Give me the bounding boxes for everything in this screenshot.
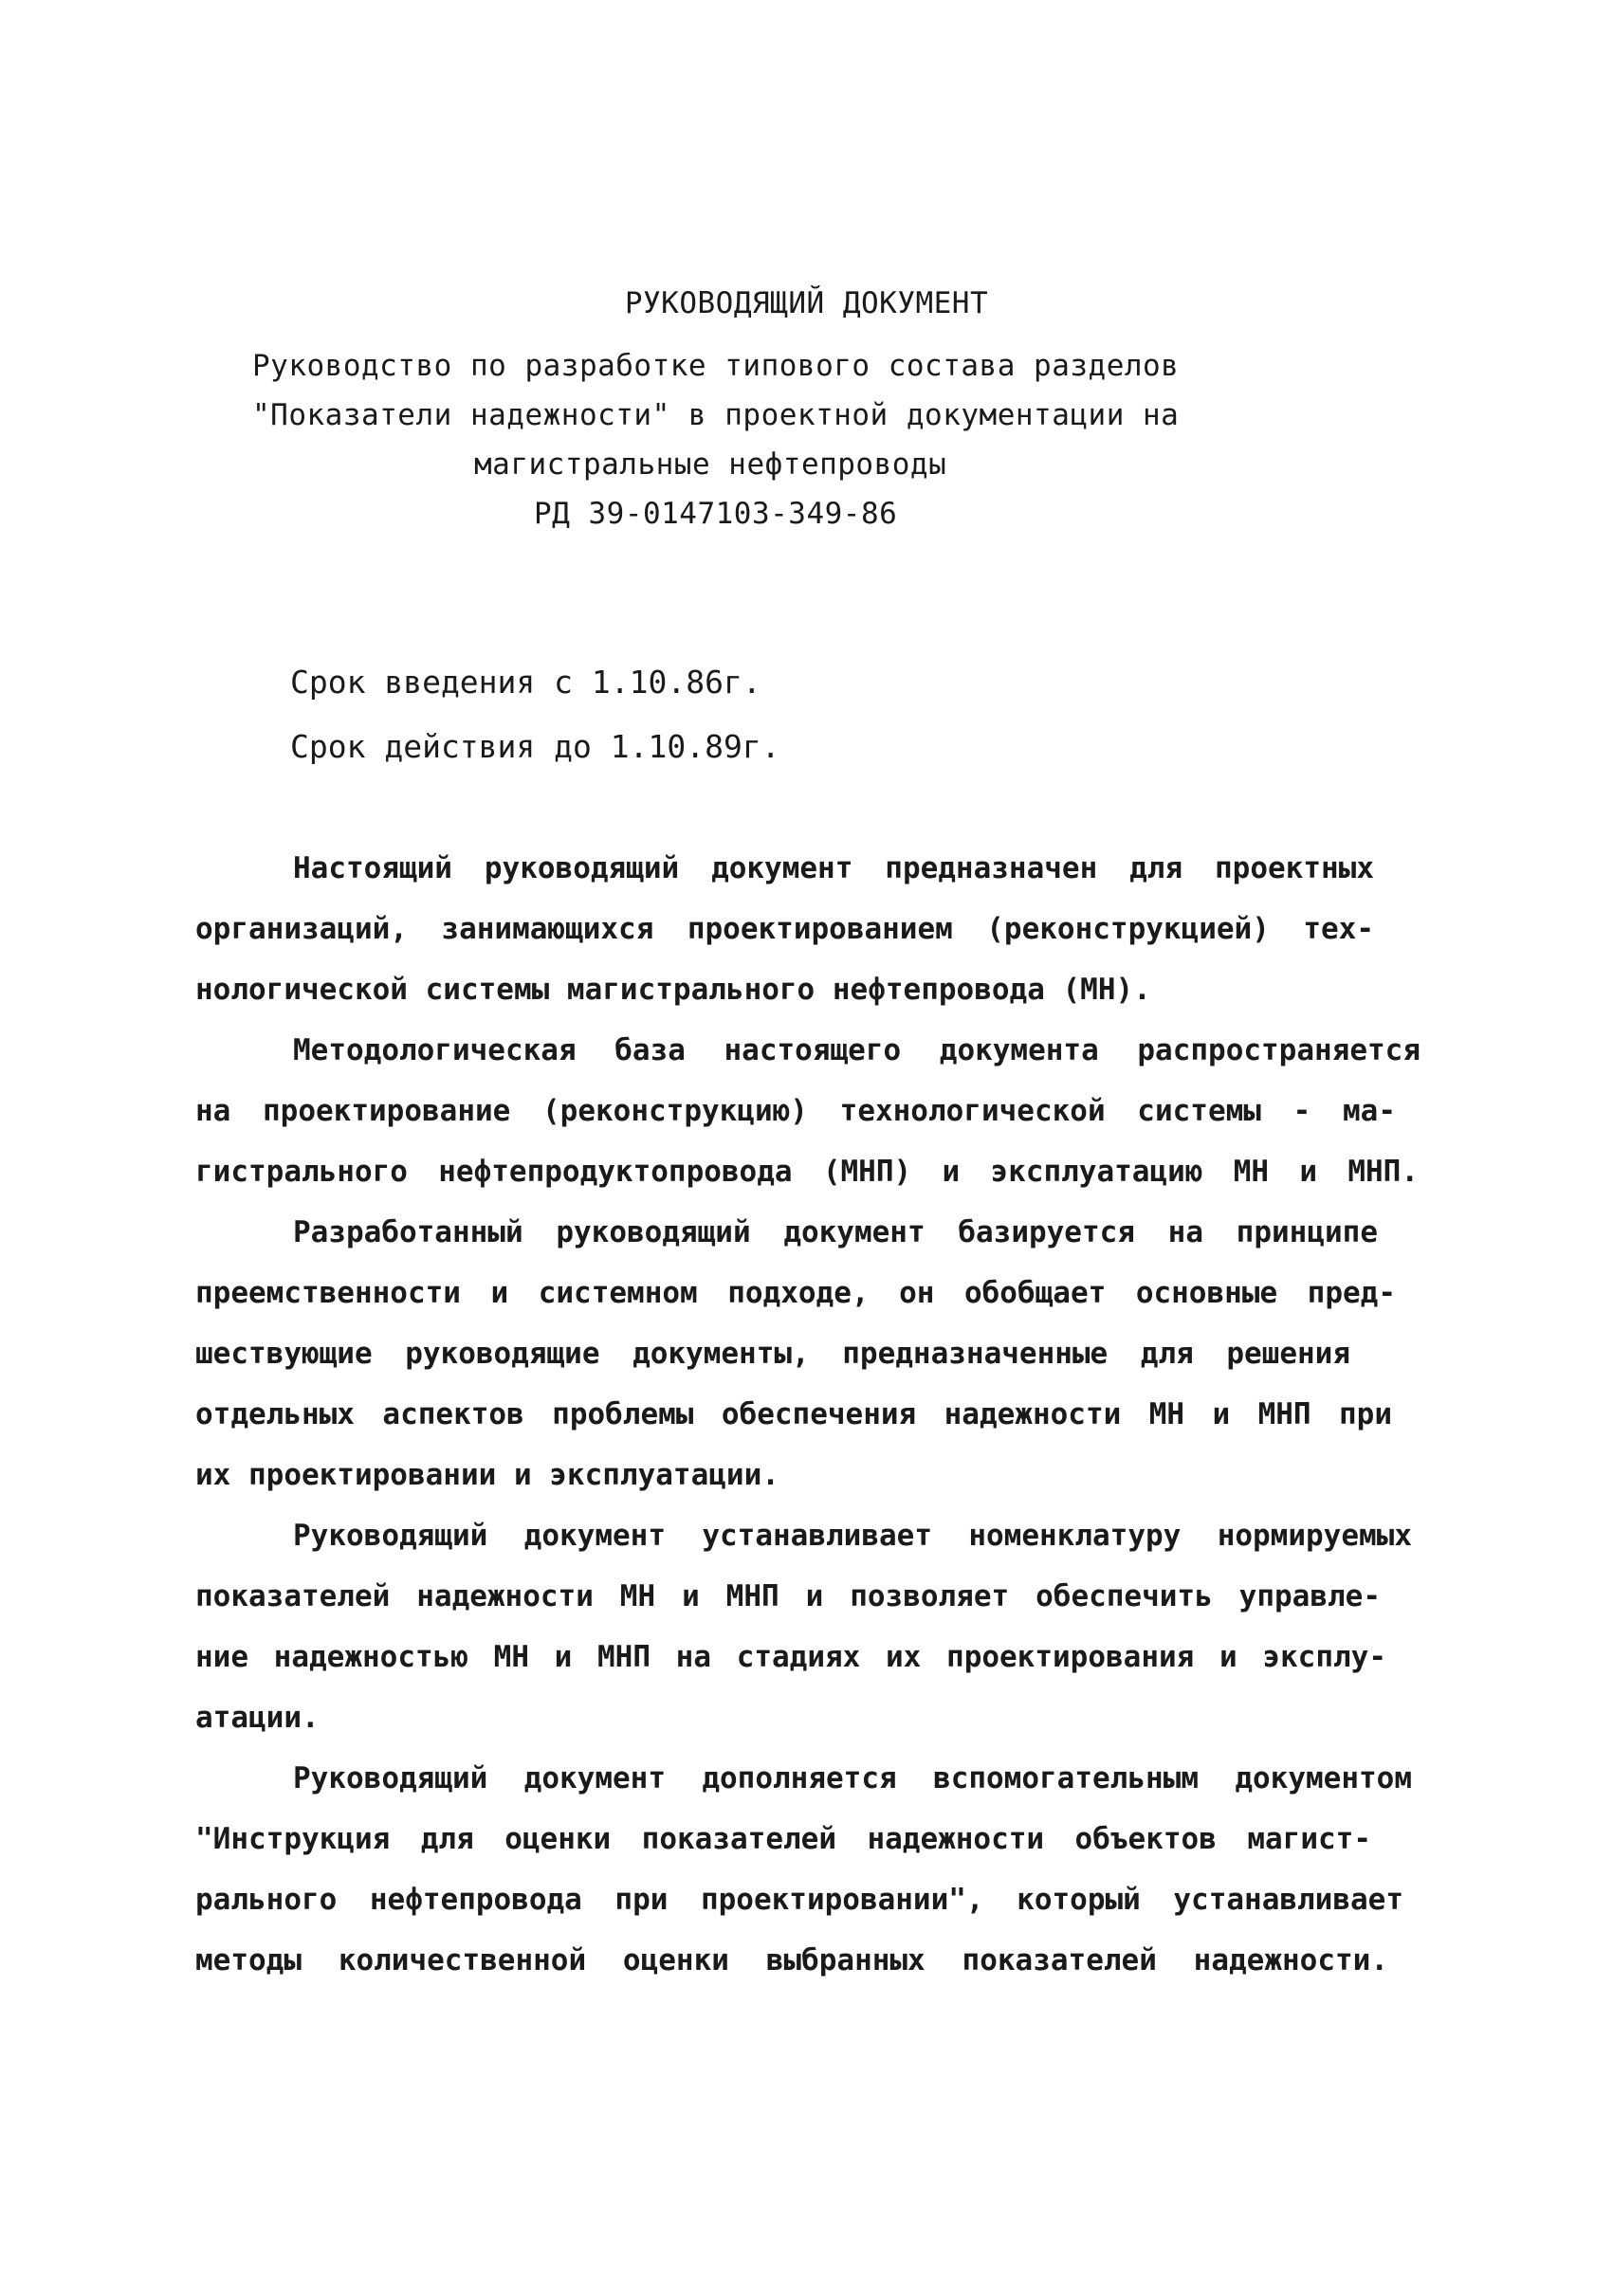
expiry-date: Срок действия до 1.10.89г. [290, 728, 780, 765]
body-line: Настоящий руководящий документ предназначен для проектных [293, 851, 1374, 885]
body-line: ние надежностью МН и МНП на стадиях их проектирования и эксплу- [195, 1640, 1386, 1674]
body-line: гистрального нефтепродуктопровода (МНП) и эксплуатацию МН и МНП. [195, 1155, 1419, 1189]
body-line: шествующие руководящие документы, предназначенные для решения [195, 1337, 1350, 1371]
body-line: методы количественной оценки выбранных показателей надежности. [195, 1943, 1388, 1977]
body-line: отдельных аспектов проблемы обеспечения надежности МН и МНП при [195, 1397, 1392, 1431]
body-line: их проектировании и эксплуатации. [195, 1458, 779, 1492]
title-line-2: "Показатели надежности" в проектной документации на [252, 398, 1180, 432]
body-line: рального нефтепровода при проектировании", который устанавливает [195, 1883, 1403, 1917]
body-line: Разработанный руководящий документ базируется на принципе [293, 1215, 1378, 1249]
body-line: организаций, занимающихся проектированием (реконструкцией) тех- [195, 912, 1374, 946]
body-line: "Инструкция для оценки показателей надежности объектов магист- [195, 1822, 1371, 1856]
title-line-3: магистральные нефтепроводы [474, 447, 947, 482]
body-line: атации. [195, 1701, 320, 1735]
body-line: нологической системы магистрального нефтепровода (МН). [195, 973, 1151, 1007]
body-line: Методологическая база настоящего документа распространяется [293, 1033, 1421, 1067]
body-line: Руководящий документ дополняется вспомогательным документом [293, 1761, 1412, 1795]
body-line: преемственности и системном подходе, он обобщает основные пред- [195, 1276, 1396, 1310]
body-line: на проектирование (реконструкцию) технологической системы - ма- [195, 1094, 1396, 1128]
doc-code: РД 39-0147103-349-86 [534, 497, 898, 531]
body-line: Руководящий документ устанавливает номенклатуру нормируемых [293, 1519, 1412, 1553]
body-line: показателей надежности МН и МНП и позволяет обеспечить управле- [195, 1579, 1381, 1613]
effective-date: Срок введения с 1.10.86г. [290, 664, 761, 701]
title-line-1: Руководство по разработке типового состава разделов [252, 349, 1180, 383]
doc-heading: РУКОВОДЯЩИЙ ДОКУМЕНТ [624, 286, 989, 320]
